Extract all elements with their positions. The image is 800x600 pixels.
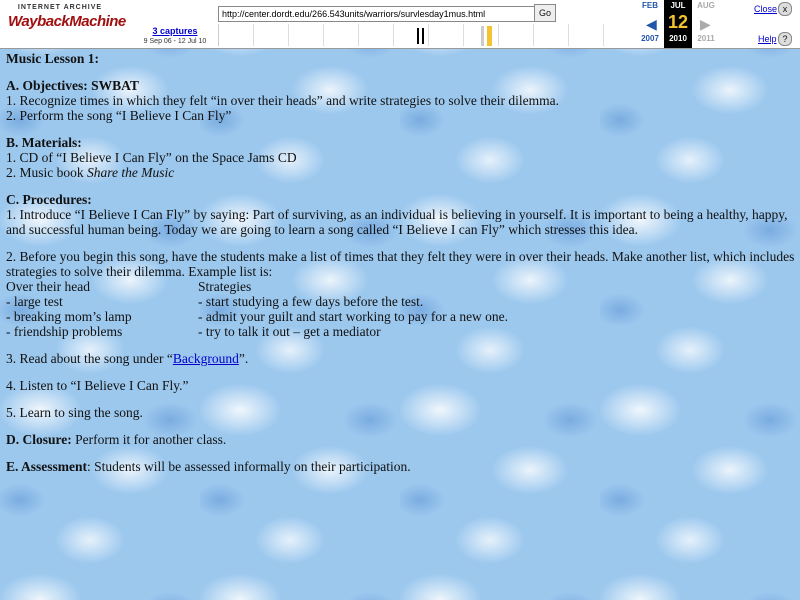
material-item <box>6 165 796 180</box>
example-list-row <box>6 294 796 309</box>
list-cell: - friendship problems <box>6 324 123 339</box>
closure-line <box>6 432 796 447</box>
lesson-content <box>6 51 796 474</box>
objective-item: 2. Perform the song “I Believe I Can Fly” <box>6 108 232 123</box>
example-list-row <box>6 309 796 324</box>
help-link[interactable]: Help <box>758 34 777 44</box>
captures-info <box>140 26 210 45</box>
example-list-row <box>6 324 796 339</box>
procedures-heading: C. Procedures: <box>6 192 92 207</box>
step3-text: 3. Read about the song under “ <box>6 351 173 366</box>
material-item: 1. CD of “I Believe I Can Fly” on the Space Jams CD <box>6 150 297 165</box>
list-cell: - try to talk it out – get a mediator <box>198 324 381 339</box>
assessment-line <box>6 459 796 474</box>
list-cell: - large test <box>6 294 63 309</box>
material-item-text: 2. Music book <box>6 165 87 180</box>
closure-heading: D. Closure: <box>6 432 72 447</box>
current-day: 12 <box>667 12 689 32</box>
capture-timeline[interactable] <box>218 24 633 46</box>
objective-item: 1. Recognize times in which they felt “in over their heads” and write strategies to solve their dilemma. <box>6 93 559 108</box>
timeline-capture-mark[interactable] <box>417 28 419 44</box>
current-capture <box>664 0 692 48</box>
prev-capture[interactable] <box>636 0 664 43</box>
wayback-toolbar <box>0 0 800 49</box>
procedure-step-2: 2. Before you begin this song, have the students make a list of times that they felt they were in over their heads. Make another list, which includes strategies to solve their dilemma. Example list is: <box>6 249 795 279</box>
procedure-step-4: 4. Listen to “I Believe I Can Fly.” <box>6 378 189 393</box>
captures-range: 9 Sep 06 - 12 Jul 10 <box>143 38 207 45</box>
next-year: 2011 <box>697 34 715 43</box>
wayback-logo[interactable] <box>8 4 126 42</box>
logo-main-text: WaybackMachine <box>8 13 126 30</box>
list-cell: - admit your guilt and start working to pay for a new one. <box>198 309 509 324</box>
assessment-heading: E. Assessment <box>6 459 88 474</box>
book-title: Share the Music <box>87 165 175 180</box>
timeline-capture-mark[interactable] <box>422 28 424 44</box>
current-month: JUL <box>670 1 686 10</box>
list-header-left: Over their head <box>6 279 90 294</box>
close-link[interactable]: Close <box>754 4 778 14</box>
background-link[interactable]: Background <box>172 351 239 366</box>
captures-link[interactable]: 3 captures <box>152 26 198 36</box>
procedure-step-1: 1. Introduce “I Believe I Can Fly” by saying: Part of surviving, as an individual is believing in yourself. It is important to being a healthy, happy, and successful human being. Today we are going to learn a song called “I Believe I can Fly” which stresses this idea. <box>6 207 788 237</box>
url-input[interactable]: http://center.dordt.edu/266.543units/warriors/survlesday1mus.html <box>218 6 536 22</box>
lesson-title: Music Lesson 1: <box>6 51 100 66</box>
logo-top-text: INTERNET ARCHIVE <box>17 4 103 11</box>
help-icon[interactable]: ? <box>778 32 792 46</box>
timeline-year-mark <box>481 26 484 46</box>
procedure-step-3 <box>6 351 796 366</box>
step3-suffix: ”. <box>238 351 249 366</box>
prev-year: 2007 <box>641 34 659 43</box>
prev-month: FEB <box>642 1 658 10</box>
closure-text: Perform it for another class. <box>71 432 227 447</box>
next-capture <box>692 0 720 43</box>
go-button[interactable]: Go <box>534 4 556 22</box>
list-cell: - start studying a few days before the test. <box>198 294 424 309</box>
objectives-heading: A. Objectives: SWBAT <box>6 78 139 93</box>
materials-heading: B. Materials: <box>6 135 82 150</box>
timeline-current-mark[interactable] <box>487 26 492 46</box>
month-navigator <box>636 0 720 48</box>
list-header-right: Strategies <box>198 279 252 294</box>
example-list-header <box>6 279 796 294</box>
procedure-step-5: 5. Learn to sing the song. <box>6 405 143 420</box>
close-icon[interactable]: x <box>778 2 792 16</box>
assessment-text: : Students will be assessed informally on their participation. <box>87 459 411 474</box>
current-year: 2010 <box>669 34 687 43</box>
next-month: AUG <box>697 1 715 10</box>
list-cell: - breaking mom’s lamp <box>6 309 132 324</box>
next-arrow-icon: ▶ <box>700 16 711 32</box>
prev-arrow-icon[interactable]: ◀ <box>646 16 657 32</box>
